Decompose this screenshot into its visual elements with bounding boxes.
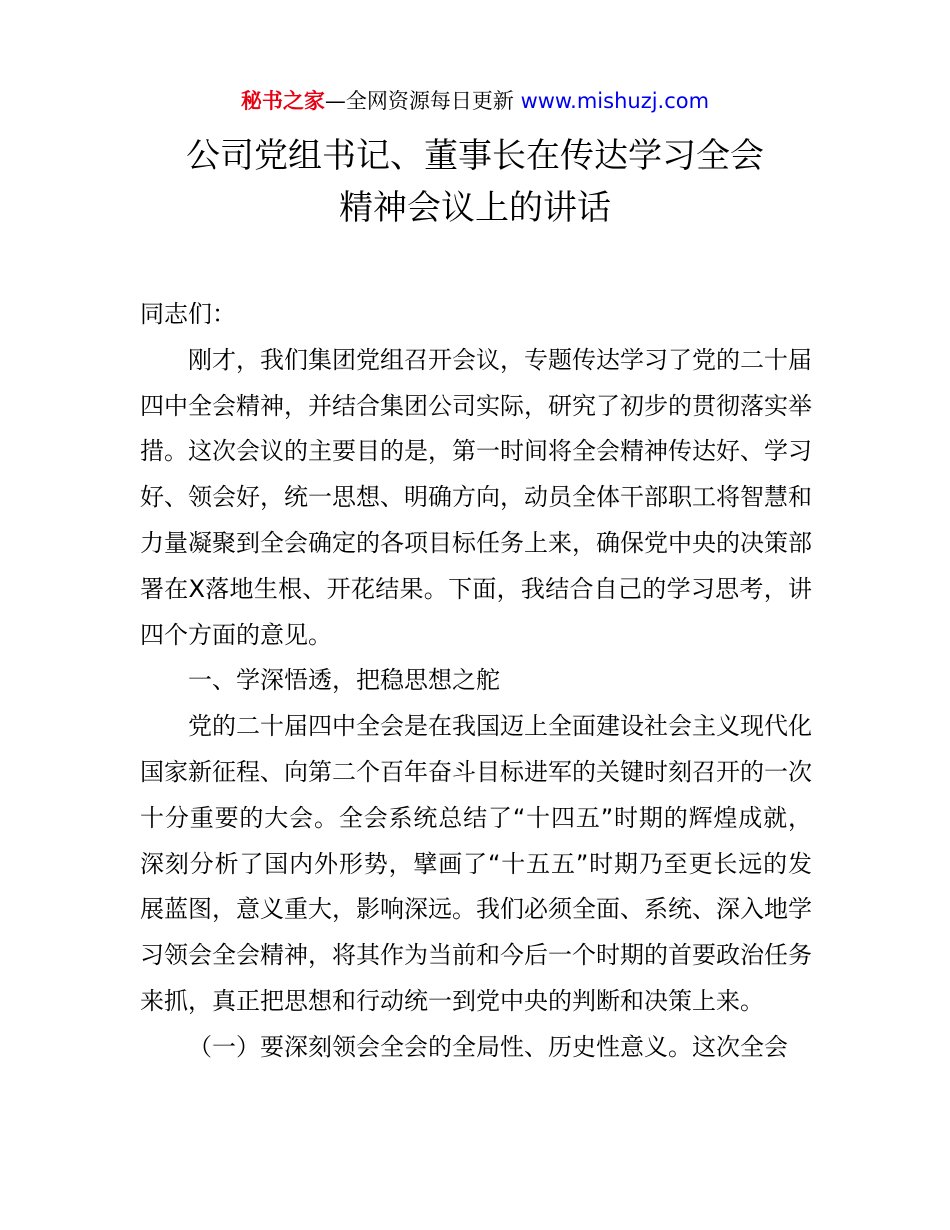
- title-line-2: 精神会议上的讲话: [339, 188, 611, 228]
- paragraph-intro: 刚才，我们集团党组召开会议，专题传达学习了党的二十届四中全会精神，并结合集团公司实际，研究了初步的贯彻落实举措。这次会议的主要目的是，第一时间将全会精神传达好、学习好、领会好，统一思想、明确方向，动员全体干部职工将智慧和力量凝聚到全会确定的各项目标任务上来，确保党中央的决策部署在X落地生根、开花结果。下面，我结合自己的学习思考，讲四个方面的意见。: [140, 345, 812, 649]
- salutation: 同志们：: [140, 300, 236, 328]
- site-url-link[interactable]: www.mishuzj.com: [520, 89, 710, 113]
- document-body: [140, 292, 812, 1071]
- site-brand: 秘书之家: [240, 89, 325, 113]
- site-tagline: —全网资源每日更新: [324, 89, 521, 113]
- site-header: [0, 86, 950, 116]
- title-line-1: 公司党组书记、董事长在传达学习全会: [186, 136, 764, 176]
- paragraph-section-1: 党的二十届四中全会是在我国迈上全面建设社会主义现代化国家新征程、向第二个百年奋斗目标进军的关键时刻召开的一次十分重要的大会。全会系统总结了“十四五”时期的辉煌成就，深刻分析了国内外形势，擘画了“十五五”时期乃至更长远的发展蓝图，意义重大，影响深远。我们必须全面、系统、深入地学习领会全会精神，将其作为当前和今后一个时期的首要政治任务来抓，真正把思想和行动统一到党中央的判断和决策上来。: [140, 712, 812, 1015]
- paragraph-subsection-1: （一）要深刻领会全会的全局性、历史性意义。这次全会: [188, 1032, 788, 1061]
- section-heading-1: 一、学深悟透，把稳思想之舵: [188, 666, 500, 695]
- document-title: [0, 130, 950, 234]
